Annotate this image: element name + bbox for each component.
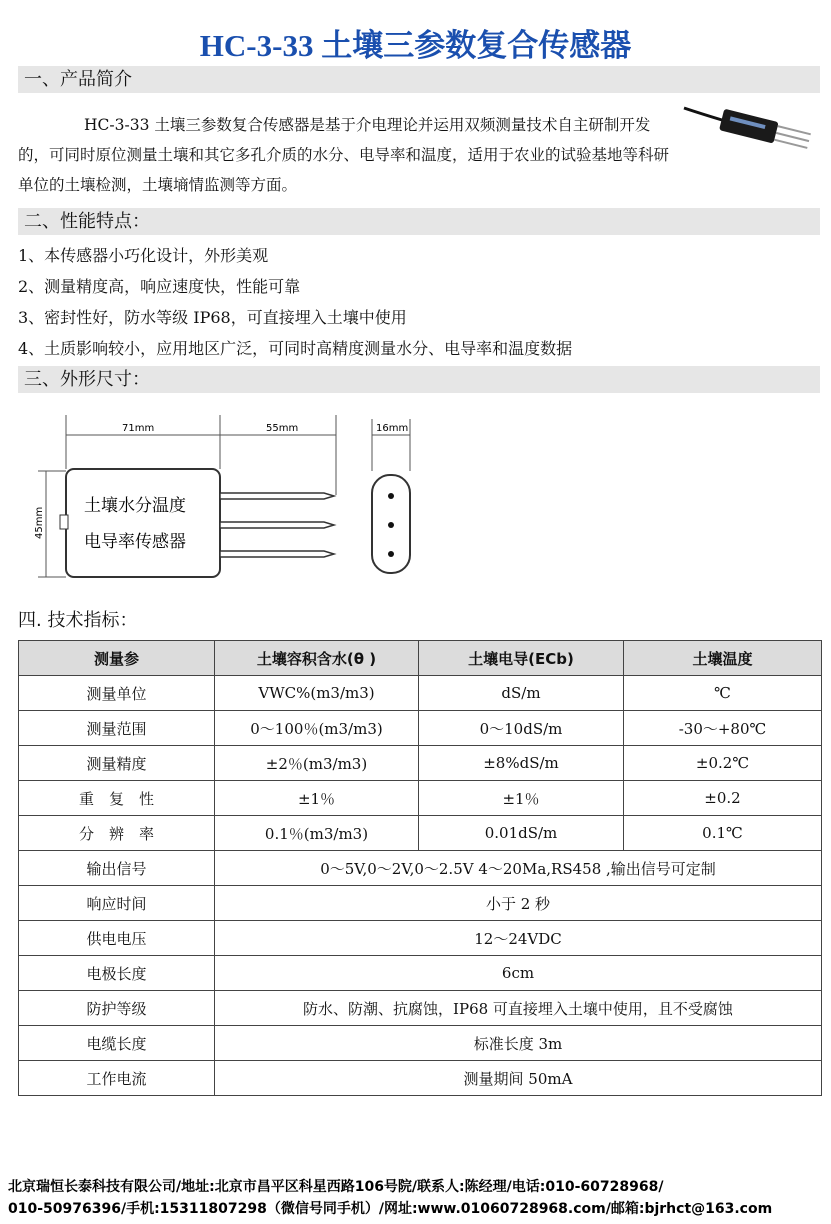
feature-item: 1、本传感器小巧化设计，外形美观 xyxy=(18,246,269,265)
feature-item: 3、密封性好，防水等级 IP68，可直接埋入土壤中使用 xyxy=(18,308,407,327)
table-cell: dS/m xyxy=(419,676,624,711)
spec-table xyxy=(18,640,822,1096)
table-header-cell: 测量参 xyxy=(19,641,215,676)
table-cell: 小于 2 秒 xyxy=(215,886,822,921)
table-cell: ±8%dS/m xyxy=(419,746,624,781)
table-cell: VWC%(m3/m3) xyxy=(215,676,419,711)
section-heading-dimensions: 三、外形尺寸： xyxy=(18,366,820,393)
table-cell: 工作电流 xyxy=(19,1061,215,1096)
table-row xyxy=(19,1026,822,1061)
dim-width-label: 71mm xyxy=(122,423,155,434)
dim-thickness-label: 16mm xyxy=(376,423,409,434)
page-title: HC-3-33 土壤三参数复合传感器 xyxy=(199,28,632,63)
section-heading-specs: 四. 技术指标： xyxy=(18,610,138,631)
dim-height-label: 45mm xyxy=(34,506,45,539)
feature-item: 4、土质影响较小，应用地区广泛，可同时高精度测量水分、电导率和温度数据 xyxy=(18,339,573,358)
table-header-cell: 土壤温度 xyxy=(624,641,822,676)
dimension-drawing xyxy=(28,405,468,585)
table-cell: 0～5V,0～2V,0～2.5V 4～20Ma,RS458 ,输出信号可定制 xyxy=(215,851,822,886)
table-cell: 测量单位 xyxy=(19,676,215,711)
table-cell: 测量期间 50mA xyxy=(215,1061,822,1096)
table-row xyxy=(19,851,822,886)
sensor-product-image xyxy=(682,100,812,172)
table-row xyxy=(19,781,822,816)
table-row xyxy=(19,921,822,956)
table-row xyxy=(19,676,822,711)
table-header-cell: 土壤容积含水(θ ) xyxy=(215,641,419,676)
table-cell: 供电电压 xyxy=(19,921,215,956)
footer-line2: 010-50976396/手机:15311807298（微信号同手机）/网址:www.01060728968.com/邮箱:bjrhct@163.com xyxy=(8,1201,773,1217)
table-cell: 电缆长度 xyxy=(19,1026,215,1061)
table-cell: 防护等级 xyxy=(19,991,215,1026)
table-cell: 测量范围 xyxy=(19,711,215,746)
table-cell: 输出信号 xyxy=(19,851,215,886)
table-cell: ±1％ xyxy=(215,781,419,816)
table-cell: 12～24VDC xyxy=(215,921,822,956)
table-cell: ±1％ xyxy=(419,781,624,816)
table-row xyxy=(19,991,822,1026)
table-row xyxy=(19,816,822,851)
footer-line1: 北京瑞恒长泰科技有限公司/地址:北京市昌平区科星西路106号院/联系人:陈经理/电话:010-60728968/ xyxy=(8,1179,664,1195)
table-cell: ±0.2 xyxy=(624,781,822,816)
table-cell: ℃ xyxy=(624,676,822,711)
table-cell: 测量精度 xyxy=(19,746,215,781)
table-cell: 0～100％(m3/m3) xyxy=(215,711,419,746)
table-cell: 重 复 性 xyxy=(19,781,215,816)
table-cell: 电极长度 xyxy=(19,956,215,991)
table-header-row xyxy=(19,641,822,676)
table-cell: 标准长度 3m xyxy=(215,1026,822,1061)
table-row xyxy=(19,746,822,781)
section-heading-intro: 一、产品简介 xyxy=(18,66,820,93)
drawing-label-line1: 土壤水分温度 xyxy=(84,496,186,516)
drawing-label-line2: 电导率传感器 xyxy=(84,532,186,552)
table-cell: 0.1％(m3/m3) xyxy=(215,816,419,851)
table-cell: 0～10dS/m xyxy=(419,711,624,746)
table-cell: -30～+80℃ xyxy=(624,711,822,746)
table-row xyxy=(19,1061,822,1096)
table-cell: 0.01dS/m xyxy=(419,816,624,851)
table-cell: 防水、防潮、抗腐蚀，IP68 可直接埋入土壤中使用，且不受腐蚀 xyxy=(215,991,822,1026)
table-cell: 6cm xyxy=(215,956,822,991)
table-header-cell: 土壤电导(ECb) xyxy=(419,641,624,676)
table-cell: 响应时间 xyxy=(19,886,215,921)
table-cell: ±0.2℃ xyxy=(624,746,822,781)
dim-probe-label: 55mm xyxy=(266,423,299,434)
footer-contact xyxy=(8,1176,828,1220)
table-cell: 0.1℃ xyxy=(624,816,822,851)
intro-paragraph: HC-3-33 土壤三参数复合传感器是基于介电理论并运用双频测量技术自主研制开发的，可同时原位测量土壤和其它多孔介质的水分、电导率和温度，适用于农业的试验基地等科研单位的土壤检测，土壤墒情监测等方面。 xyxy=(18,116,670,194)
table-row xyxy=(19,886,822,921)
table-cell: 分 辨 率 xyxy=(19,816,215,851)
table-row xyxy=(19,711,822,746)
table-cell: ±2％(m3/m3) xyxy=(215,746,419,781)
feature-item: 2、测量精度高，响应速度快，性能可靠 xyxy=(18,277,301,296)
section-heading-features: 二、性能特点： xyxy=(18,208,820,235)
table-row xyxy=(19,956,822,991)
